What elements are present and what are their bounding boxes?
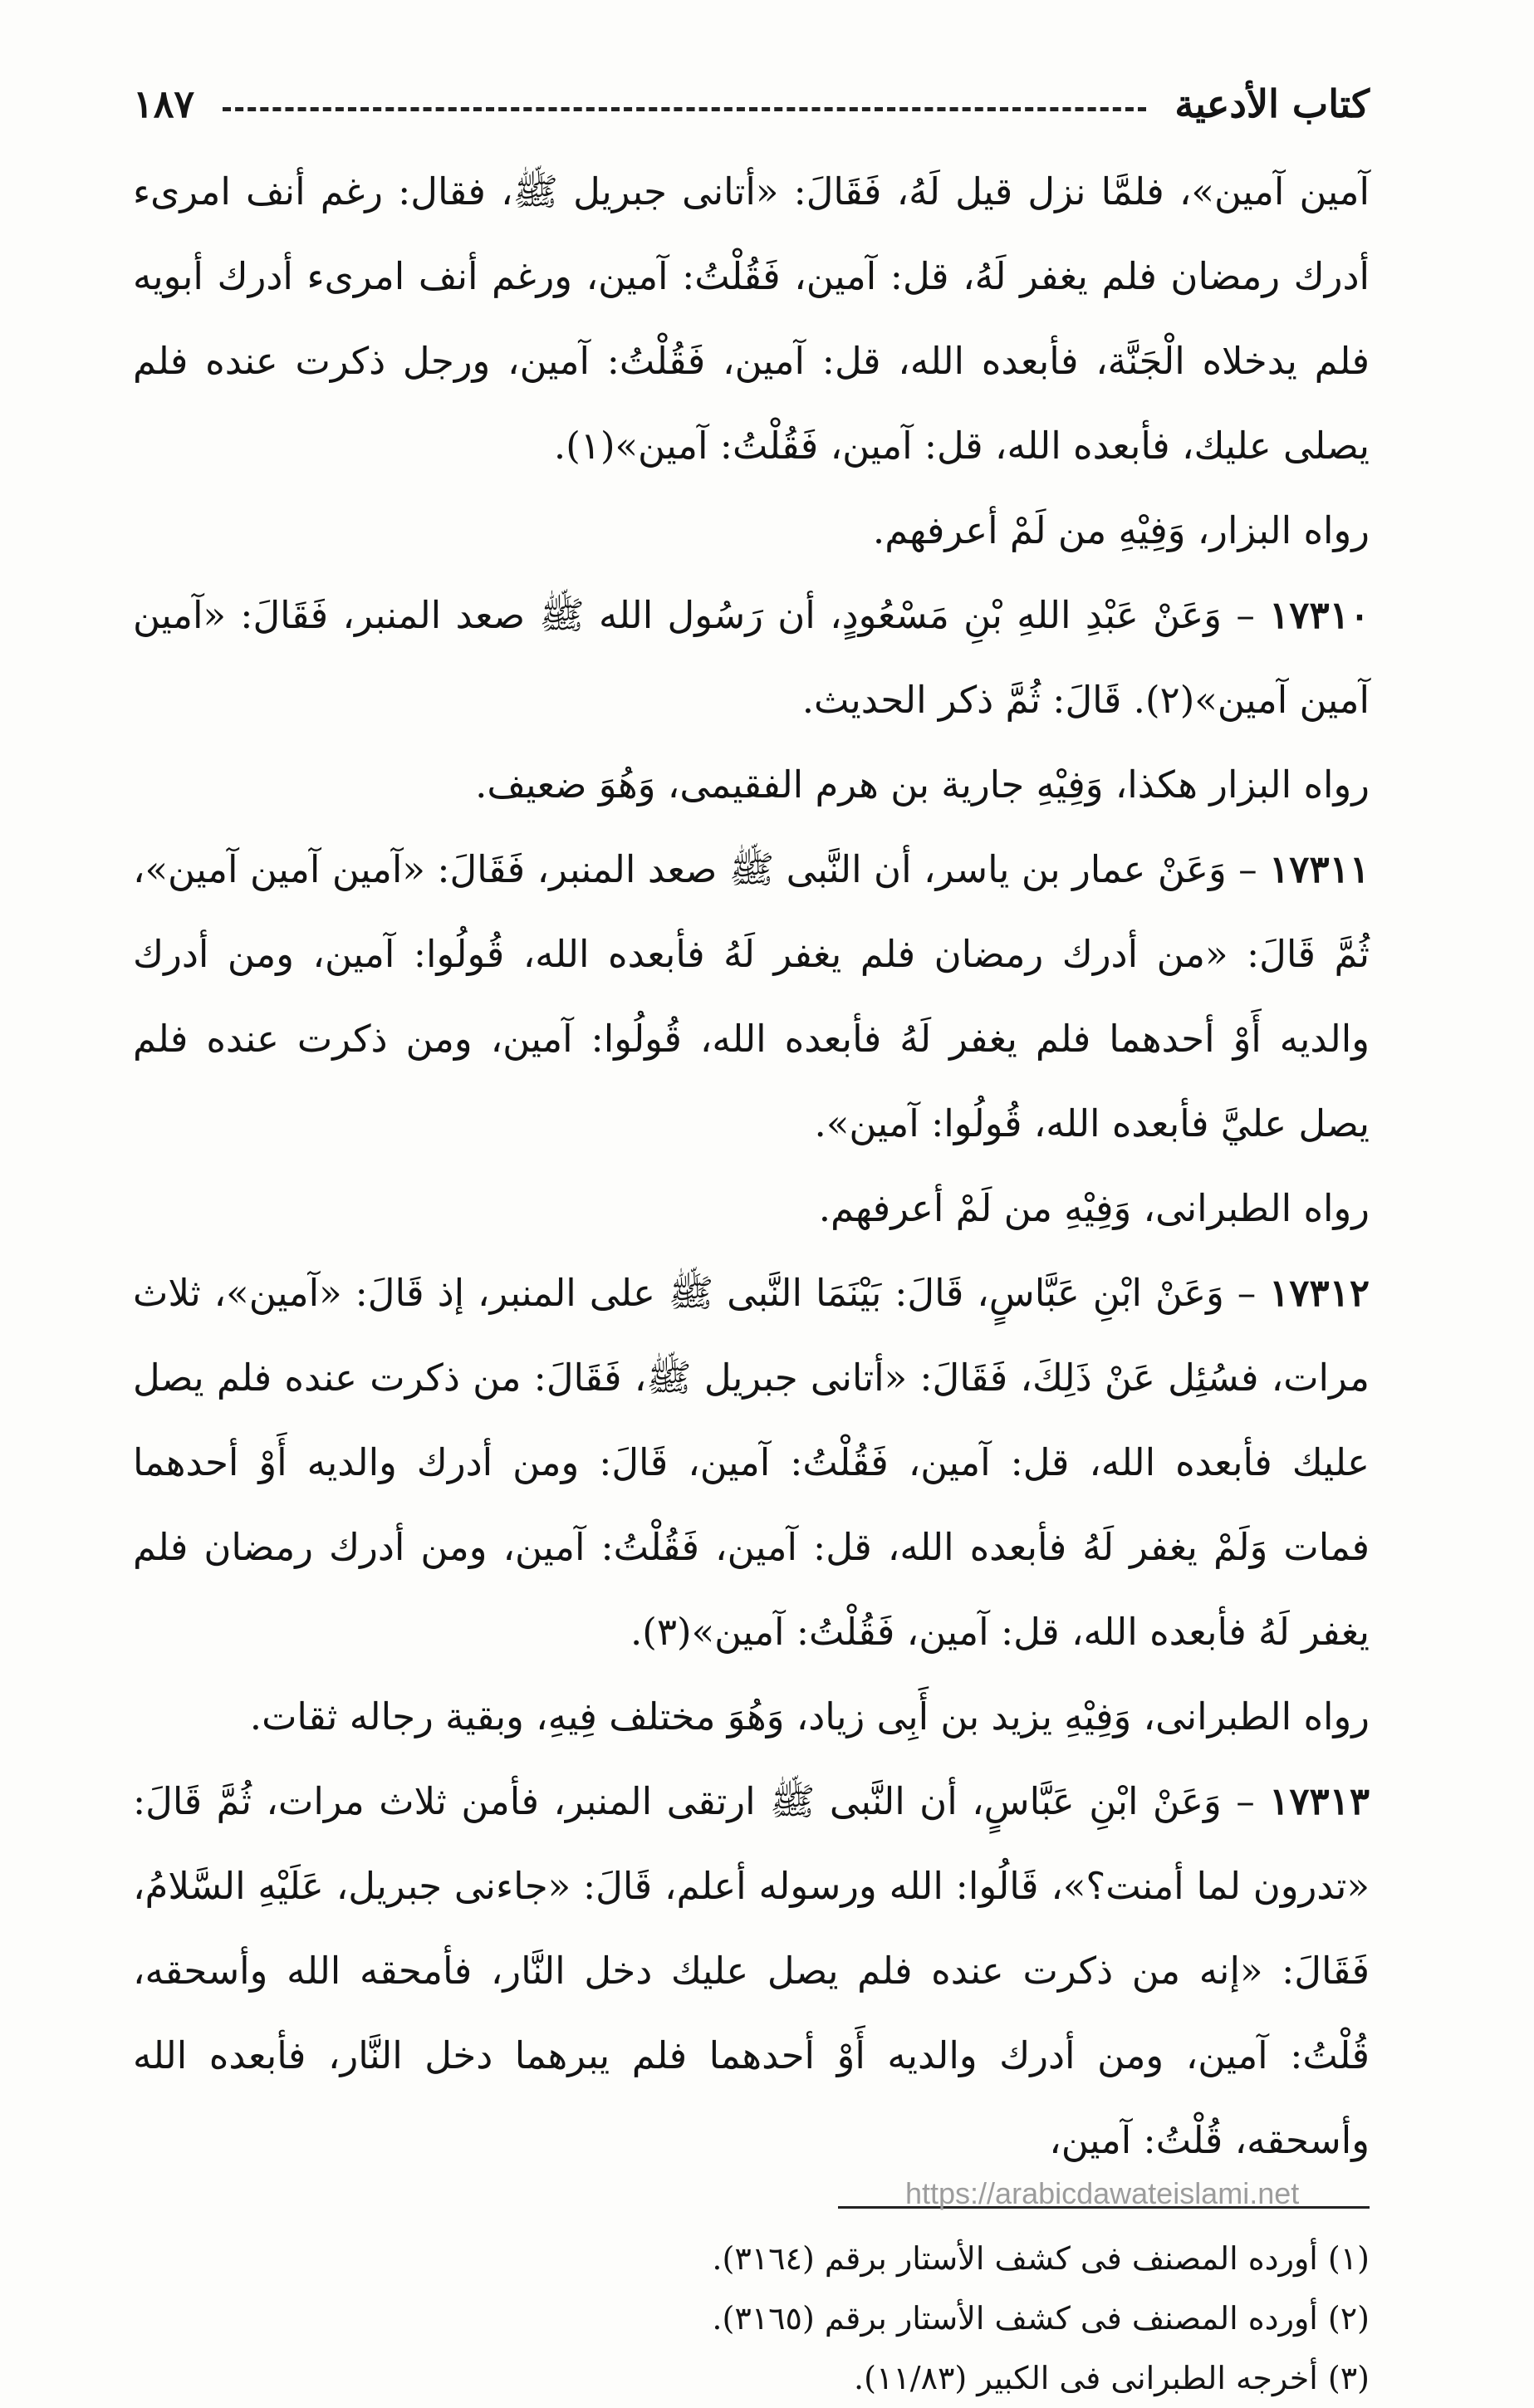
watermark-url: https://arabicdawateislami.net bbox=[905, 2176, 1300, 2210]
paragraph-source: رواه الطبرانى، وَفِيْهِ من لَمْ أعرفهم. bbox=[818, 1186, 1370, 1230]
paragraph-hadith-17310: ١٧٣١٠ – وَعَنْ عَبْدِ اللهِ بْنِ مَسْعُودٍ، أن رَسُول الله ﷺ صعد المنبر، فَقَالَ: «آمين آمين آمين»(٢). قَالَ: ثُمَّ ذكر الحديث. bbox=[133, 593, 1370, 722]
paragraph: آمين آمين»، فلمَّا نزل قيل لَهُ، فَقَالَ: «أتانى جبريل ﷺ، فقال: رغم أنف امرىء أدرك رمضان فلم يغفر لَهُ، قل: آمين، فَقُلْتُ: آمين، ورغم أنف امرىء أدرك أبويه فلم يدخلاه الْجَنَّة، فأبعده الله، قل: آمين، فَقُلْتُ: آمين، ورجل ذكرت عنده فلم يصلى عليك، فأبعده الله، قل: آمين، فَقُلْتُ: آمين»(١). bbox=[133, 169, 1370, 468]
book-title: كتاب الأدعية bbox=[1174, 81, 1370, 126]
header-rule bbox=[223, 107, 1146, 111]
paragraph-hadith-17311: ١٧٣١١ – وَعَنْ عمار بن ياسر، أن النَّبى ﷺ صعد المنبر، فَقَالَ: «آمين آمين آمين»، ثُمَّ قَالَ: «من أدرك رمضان فلم يغفر لَهُ فأبعده الله، قُولُوا: آمين، ومن أدرك والديه أَوْ أحدهما فلم يغفر لَهُ فأبعده الله، قُولُوا: آمين، ومن ذكرت عنده فلم يصل عليَّ فأبعده الله، قُولُوا: آمين». bbox=[133, 847, 1370, 1145]
hadith-number: ١٧٣١٣ bbox=[1269, 1779, 1370, 1823]
paragraph-source: رواه البزار هكذا، وَفِيْهِ جارية بن هرم الفقيمى، وَهُوَ ضعيف. bbox=[475, 763, 1370, 807]
paragraph-source: رواه البزار، وَفِيْهِ من لَمْ أعرفهم. bbox=[872, 508, 1370, 552]
paragraph-source: رواه الطبرانى، وَفِيْهِ يزيد بن أَبِى زياد، وَهُوَ مختلف فِيهِ، وبقية رجاله ثقات. bbox=[249, 1694, 1370, 1739]
footnote-2: (٢) أورده المصنف فى كشف الأستار برقم (٣١٦٥). bbox=[712, 2300, 1370, 2337]
footnotes bbox=[133, 2229, 1370, 2408]
page-header bbox=[133, 75, 1370, 133]
footnote-1: (١) أورده المصنف فى كشف الأستار برقم (٣١٦٤). bbox=[712, 2240, 1370, 2277]
paragraph-hadith-17313: ١٧٣١٣ – وَعَنْ ابْنِ عَبَّاسٍ، أن النَّبى ﷺ ارتقى المنبر، فأمن ثلاث مرات، ثُمَّ قَالَ: «تدرون لما أمنت؟»، قَالُوا: الله ورسوله أعلم، قَالَ: «جاءنى جبريل، عَلَيْهِ السَّلامُ، فَقَالَ: «إنه من ذكرت عنده فلم يصل عليك دخل النَّار، فأمحقه الله وأسحقه، قُلْتُ: آمين، ومن أدرك والديه أَوْ أحدهما فلم يبرهما دخل النَّار، فأبعده الله وأسحقه، قُلْتُ: آمين، bbox=[133, 1779, 1370, 2162]
paragraph-hadith-17312: ١٧٣١٢ – وَعَنْ ابْنِ عَبَّاسٍ، قَالَ: بَيْنَمَا النَّبى ﷺ على المنبر، إذ قَالَ: «آمين»، ثلاث مرات، فسُئِل عَنْ ذَلِكَ، فَقَالَ: «أتانى جبريل ﷺ، فَقَالَ: من ذكرت عنده فلم يصل عليك فأبعده الله، قل: آمين، فَقُلْتُ: آمين، قَالَ: ومن أدرك والديه أَوْ أحدهما فمات وَلَمْ يغفر لَهُ فأبعده الله، قل: آمين، فَقُلْتُ: آمين، ومن أدرك رمضان فلم يغفر لَهُ فأبعده الله، قل: آمين، فَقُلْتُ: آمين»(٣). bbox=[133, 1271, 1370, 1654]
hadith-number: ١٧٣١٠ bbox=[1269, 593, 1370, 637]
footnote-3: (٣) أخرجه الطبرانى فى الكبير (١١/٨٣). bbox=[854, 2360, 1370, 2396]
page-body bbox=[133, 150, 1370, 2183]
hadith-number: ١٧٣١٢ bbox=[1269, 1271, 1370, 1315]
hadith-number: ١٧٣١١ bbox=[1269, 847, 1370, 891]
page-number: ١٨٧ bbox=[133, 81, 195, 126]
